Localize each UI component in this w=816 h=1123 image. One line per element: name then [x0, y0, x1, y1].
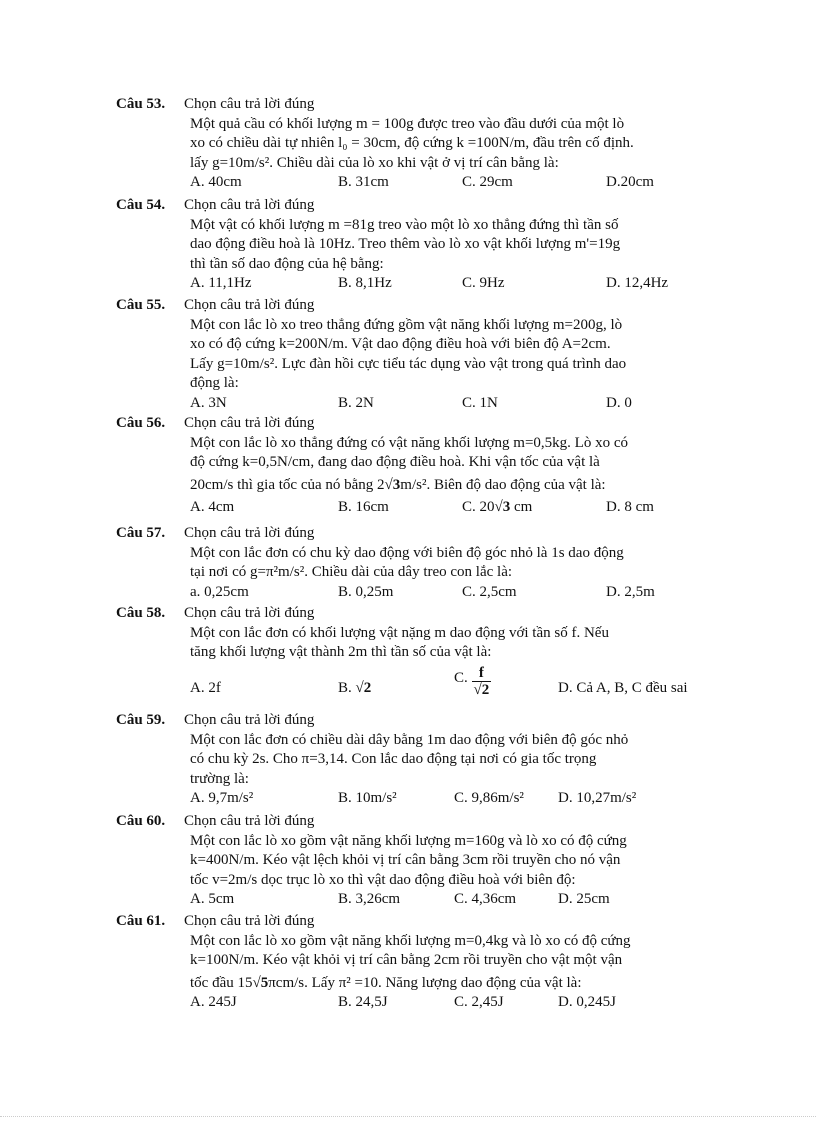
question-number: Câu 61. [116, 913, 166, 929]
option-a: A. 2f [190, 679, 221, 696]
question-text-line: thì tần số dao động của hệ bằng: [190, 255, 384, 272]
answer-options [190, 274, 726, 294]
answer-options [190, 789, 726, 809]
option-d: D. 8 cm [606, 499, 654, 515]
question-60 [116, 812, 726, 910]
option-b: B. 3,26cm [338, 891, 401, 907]
option-c: C. 1N [462, 394, 498, 411]
question-prompt: Chọn câu trả lời đúng [184, 525, 315, 541]
sqrt-expression: √3 [384, 476, 401, 493]
question-text-line: tốc đầu 15√5πcm/s. Lấy π² =10. Năng lượng dao động của vật là: [190, 974, 582, 991]
question-text-line: có chu kỳ 2s. Cho π=3,14. Con lắc dao động tại nơi có gia tốc trọng [190, 751, 597, 767]
question-56 [116, 414, 726, 518]
option-d: D. Cả A, B, C đều sai [558, 679, 688, 696]
question-text-line: Một con lắc lò xo thẳng đứng có vật năng khối lượng m=0,5kg. Lò xo có [190, 434, 629, 451]
question-text-line: tốc v=2m/s dọc trục lò xo thì vật dao động điều hoà với biên độ: [190, 871, 576, 888]
question-53 [116, 95, 726, 193]
question-number: Câu 55. [116, 297, 166, 313]
option-a: A. 11,1Hz [190, 275, 252, 291]
question-55 [116, 296, 726, 414]
question-prompt: Chọn câu trả lời đúng [184, 712, 315, 728]
question-text-line: xo có chiều dài tự nhiên l₀ = 30cm, độ cứng k =100N/m, đầu trên cố định. [190, 135, 634, 151]
question-text-line: 20cm/s thì gia tốc của nó bằng 2√3m/s². Biên độ dao động của vật là: [190, 476, 606, 493]
question-text-line: Một vật có khối lượng m =81g treo vào một lò xo thẳng đứng thì tần số [190, 216, 619, 233]
sqrt-expression: √3 [494, 499, 511, 515]
answer-options [190, 498, 726, 518]
question-prompt: Chọn câu trả lời đúng [184, 197, 315, 213]
option-b: B. 10m/s² [338, 790, 397, 806]
question-prompt: Chọn câu trả lời đúng [184, 96, 315, 112]
option-c: C. $\frac{f}{√2}$ [454, 664, 490, 698]
option-d: D.20cm [606, 174, 654, 190]
option-c: C. 29cm [462, 174, 513, 190]
question-prompt: Chọn câu trả lời đúng [184, 605, 315, 621]
answer-options [190, 665, 726, 713]
question-text-line: tại nơi có g=π²m/s². Chiều dài của dây treo con lắc là: [190, 564, 513, 580]
option-d: D. 12,4Hz [606, 275, 669, 291]
question-text-line: động là: [190, 375, 239, 391]
option-d: D. 2,5m [606, 583, 655, 600]
question-number: Câu 57. [116, 525, 166, 541]
option-b: B. 0,25m [338, 583, 394, 600]
option-c: C. 20√3 cm [462, 499, 533, 515]
question-61 [116, 912, 726, 1013]
question-text-line: Một con lắc lò xo treo thẳng đứng gồm vật năng khối lượng m=200g, lò [190, 316, 623, 333]
option-b: B. 16cm [338, 499, 389, 515]
question-text-line: trường là: [190, 770, 249, 787]
option-d: D. 10,27m/s² [558, 790, 637, 806]
question-text-line: k=100N/m. Kéo vật khỏi vị trí cân bằng 2cm rồi truyền cho vật một vận [190, 952, 623, 968]
sqrt-expression: √2 [355, 679, 372, 696]
question-text-line: độ cứng k=0,5N/cm, đang dao động điều hoà. Khi vận tốc của vật là [190, 454, 600, 470]
option-c: C. 4,36cm [454, 891, 517, 907]
page-bottom-border [0, 1116, 816, 1117]
option-b: B. 24,5J [338, 994, 388, 1010]
question-number: Câu 53. [116, 96, 166, 112]
question-text-line: k=400N/m. Kéo vật lệch khỏi vị trí cân bằng 3cm rồi truyền cho nó vận [190, 852, 621, 868]
option-a: a. 0,25cm [190, 583, 249, 600]
question-number: Câu 59. [116, 712, 166, 728]
option-a: A. 4cm [190, 499, 235, 515]
question-number: Câu 60. [116, 813, 166, 829]
question-number: Câu 58. [116, 605, 166, 621]
question-prompt: Chọn câu trả lời đúng [184, 415, 315, 431]
question-58 [116, 604, 726, 713]
question-text-line: dao động điều hoà là 10Hz. Treo thêm vào lò xo vật khối lượng m'=19g [190, 236, 621, 252]
question-59 [116, 711, 726, 809]
option-c: C. 9,86m/s² [454, 790, 524, 806]
sqrt-expression: √5 [252, 974, 269, 991]
question-number: Câu 54. [116, 197, 166, 213]
answer-options [190, 394, 726, 414]
option-d: D. 0,245J [558, 994, 616, 1010]
question-number: Câu 56. [116, 415, 166, 431]
fraction: $\frac{f}{√2}$ [473, 664, 490, 698]
question-57 [116, 524, 726, 603]
question-text-line: xo có độ cứng k=200N/m. Vật dao động điều hoà với biên độ A=2cm. [190, 336, 611, 352]
option-c: C. 2,45J [454, 994, 504, 1010]
option-a: A. 9,7m/s² [190, 790, 254, 806]
question-prompt: Chọn câu trả lời đúng [184, 913, 315, 929]
option-c: C. 9Hz [462, 275, 505, 291]
question-text-line: Một con lắc đơn có khối lượng vật nặng m dao động với tần số f. Nếu [190, 624, 609, 641]
option-b: B. 2N [338, 394, 374, 411]
option-a: A. 3N [190, 394, 227, 411]
question-text-line: tăng khối lượng vật thành 2m thì tần số của vật là: [190, 644, 492, 660]
option-a: A. 245J [190, 994, 237, 1010]
answer-options [190, 890, 726, 910]
question-text-line: Một con lắc đơn có chu kỳ dao động với biên độ góc nhỏ là 1s dao động [190, 544, 624, 561]
option-b: B. 31cm [338, 174, 389, 190]
answer-options [190, 583, 726, 603]
question-text-line: Một quả cầu có khối lượng m = 100g được treo vào đầu dưới của một lò [190, 115, 625, 132]
option-b: B. 8,1Hz [338, 275, 392, 291]
question-prompt: Chọn câu trả lời đúng [184, 813, 315, 829]
answer-options [190, 173, 726, 193]
question-54 [116, 196, 726, 294]
answer-options [190, 993, 726, 1013]
option-b: B. √2 [338, 679, 372, 696]
option-a: A. 5cm [190, 891, 235, 907]
question-text-line: Lấy g=10m/s². Lực đàn hồi cực tiểu tác dụng vào vật trong quá trình dao [190, 355, 627, 372]
question-text-line: Một con lắc đơn có chiều dài dây bằng 1m dao động với biên độ góc nhỏ [190, 731, 629, 748]
option-c: C. 2,5cm [462, 583, 517, 600]
question-text-line: lấy g=10m/s². Chiều dài của lò xo khi vật ở vị trí cân bằng là: [190, 154, 559, 171]
option-d: D. 25cm [558, 891, 610, 907]
question-text-line: Một con lắc lò xo gồm vật năng khối lượng m=160g và lò xo có độ cứng [190, 832, 627, 849]
option-a: A. 40cm [190, 174, 242, 190]
option-d: D. 0 [606, 394, 632, 411]
question-text-line: Một con lắc lò xo gồm vật năng khối lượng m=0,4kg và lò xo có độ cứng [190, 932, 631, 949]
question-prompt: Chọn câu trả lời đúng [184, 297, 315, 313]
